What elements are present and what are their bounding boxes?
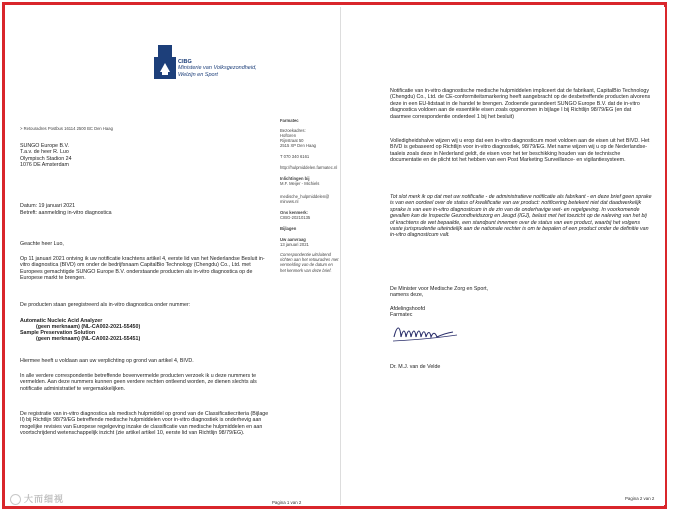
- ministry-abbr: CIBG: [178, 59, 192, 65]
- paragraph-4: De registratie van in-vitro diagnostica als medisch hulpmiddel op grond van de Classificatiecriteria (Bijlage II) bij Richtlijn 98/79/EG betreffende medische hulpmiddelen voor in-vitro diagnostiek is onderhevig aan mogelijke revisies van Europese regelgeving inzake de classificatie van medische hulpmiddelen en aan voortschrijdend wetenschappelijk inzicht (zie artikel artikel 10, eerste lid van Richtlijn 98/79/EG).: [20, 411, 269, 437]
- rijksoverheid-crest-icon: [154, 57, 176, 79]
- product-2-ref: (geen merknaam) (NL-CA002-2021-55451): [36, 336, 141, 342]
- page-1-number: Pagina 1 van 2: [272, 500, 302, 505]
- page2-paragraph-3: Tot slot merk ik op dat met uw notificatie - de administratieve notificatie als fabrikant - en deze brief geen sprake is van een oordeel over de status of kwalificatie van uw product: notificering betekent niet dat daadwerkelijk sprake is van een in-vitro diagnosticum in de zin van de onderhavige wet- en regelgeving. In voorkomende gevallen kan de Inspectie Gezondheidszorg en Jeugd (IGJ), belast met het toezicht op de naleving van het bij of krachtens de wet bepaalde, een standpunt innemen over de status van een product, waarbij het volgens vaste jurisprudentie uiteindelijk aan de nationale rechter is om te bepalen of een product onder de definitie van in-vitro diagnosticum valt.: [390, 194, 652, 239]
- sidebar-your-letter-label: Uw aanvraag: [280, 237, 306, 242]
- signer-role: Afdelingshoofd Farmatec: [390, 306, 426, 319]
- watermark-text: 大而细视: [24, 494, 65, 504]
- sidebar-website[interactable]: http://hulpmiddelen.farmatec.nl: [280, 165, 338, 170]
- product-1-name: Automatic Nucleic Acid Analyzer: [20, 318, 103, 324]
- paragraph-3: In alle verdere correspondentie betreffende bovenvermelde producten verzoek ik u deze nummers te vermelden. Aan deze nummers kunnen geen verdere rechten ontleend worden, ze dienen slechts als notificatie administratief te vergemakkelijken.: [20, 373, 257, 392]
- closing-line: De Minister voor Medische Zorg en Sport, namens deze,: [390, 286, 489, 299]
- products-intro: De producten staan geregistreerd als in-vitro diagnostica onder nummer:: [20, 302, 191, 308]
- letter-subject: Betreft: aanmelding in-vitro diagnostica: [20, 210, 112, 216]
- ministry-name: Ministerie van Volksgezondheid, Welzijn en Sport: [178, 65, 257, 78]
- sidebar-info-name: M.F. Meijer - Michiels: [280, 181, 320, 186]
- product-2-name: Sample Preservation Solution: [20, 330, 96, 336]
- sidebar-ref-value: CIBG-20210135: [280, 215, 311, 220]
- sidebar-visit-label: Bezoekadres:: [280, 128, 306, 133]
- sidebar-attachments-label: Bijlagen: [280, 226, 297, 231]
- product-1-ref: (geen merknaam) (NL-CA002-2021-55450): [36, 324, 141, 330]
- sidebar-unit: Farmatec: [280, 118, 299, 123]
- sidebar-ref-label: Ons kenmerk:: [280, 210, 308, 215]
- recipient-address: SUNGO Europe B.V. T.a.v. de heer R. Luo Olympisch Stadion 24 1076 DE Amsterdam: [20, 143, 72, 169]
- paragraph-2: Hiermee heeft u voldaan aan uw verplichting op grond van artikel 4, BIVD.: [20, 358, 194, 364]
- sidebar-visit-address: Hoftoren Rijnstraat 50 2515 XP Den Haag: [280, 133, 317, 149]
- salutation: Geachte heer Luo,: [20, 241, 64, 247]
- letter-date: Datum: 19 januari 2021: [20, 203, 76, 209]
- letter-page-2: [343, 7, 665, 505]
- signer-name: Dr. M.J. van de Velde: [390, 364, 441, 370]
- watermark-logo-icon: [10, 494, 21, 505]
- return-address: > Retouradres Postbus 16114 2500 BC Den Haag: [20, 126, 113, 131]
- sidebar-note: Correspondentie uitsluitend richten aan het retouradres met vermelding van de datum en het kenmerk van deze brief.: [280, 252, 339, 273]
- sidebar-phone: T 070 340 6161: [280, 154, 310, 159]
- page2-paragraph-2: Volledigheidshalve wijzen wij u erop dat een in-vitro diagnosticum moet voldoen aan de eisen uit het BIVD. Het BIVD is gebaseerd op Richtlijn voor in-vitro diagnostiek, 98/79/EG. Met name wijzen wij u op de Nederlandse-taaleis zoals deze in Nederland geldt, de eisen voor het ter beschikking houden van de technische documentatie en de plicht tot het hebben van een Post Marketing Surveillance- en vigilantiesysteem.: [390, 138, 650, 164]
- sidebar-email[interactable]: medische_hulpmiddelen@ minvws.nl: [280, 194, 330, 205]
- sidebar-your-letter-date: 13 januari 2021: [280, 242, 309, 247]
- watermark: [10, 492, 64, 505]
- sidebar-info-label: Inlichtingen bij: [280, 176, 310, 181]
- letter-page-1: [8, 7, 341, 505]
- handwritten-signature: [391, 323, 461, 345]
- page2-paragraph-1: Notificatie van in-vitro diagnostische medische hulpmiddelen impliceert dat de fabrikant, CapitalBio Technology (Chengdu) Co., Ltd. de CE-conformiteitsmarkering heeft aangebracht op de desbetreffende producten alvorens deze in een EU-lidstaat in de handel te brengen. Zodoende garandeert SUNGO Europe B.V. dat de in-vitro diagnostica voldoen aan de essentiële eisen zoals opgenomen in bijlage I bij Richtlijn 98/79/EG (en dat daarmee correspondentie onderdeel 1 bij het besluit): [390, 88, 651, 120]
- page-2-number: Pagina 2 van 2: [625, 496, 655, 501]
- document-frame: [2, 2, 667, 509]
- paragraph-1: Op 11 januari 2021 ontving ik uw notificatie krachtens artikel 4, eerste lid van het Nederlandse Besluit in-vitro diagnostica (BIVD) om onder de bedrijfsnaam CapitalBio Technology (Chengdu) Co., Ltd. met Europees gemachtigde SUNGO Europe B.V. onderstaande producten als in-vitro diagnostica op de Europese markt te brengen.: [20, 256, 265, 282]
- ministry-header: [178, 59, 270, 78]
